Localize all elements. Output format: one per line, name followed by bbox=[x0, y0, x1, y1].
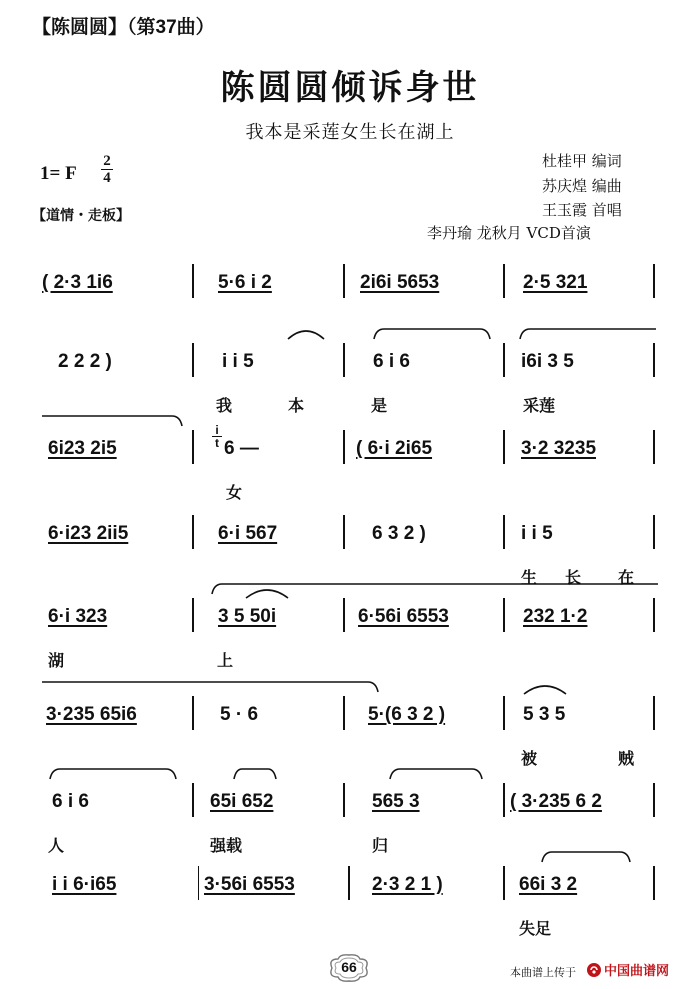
page-number-badge bbox=[326, 953, 372, 983]
footer-upload-text: 本曲谱上传于 bbox=[510, 966, 576, 979]
lyric: 生 bbox=[521, 568, 538, 587]
singer-tag: 【陈圆圆】 bbox=[32, 17, 128, 38]
score-row-3 bbox=[0, 423, 700, 522]
measure-8-1: i i 6·i65 bbox=[52, 874, 117, 895]
measure-6-1: 3·235 65i6 bbox=[46, 704, 137, 725]
measure-7-1: 6 i 6 bbox=[52, 791, 89, 812]
bar-line bbox=[653, 783, 655, 817]
credit-singer: 王玉霞 首唱 bbox=[542, 201, 622, 219]
bar-line bbox=[653, 515, 655, 549]
bar-line bbox=[192, 264, 194, 298]
tie-mark bbox=[210, 582, 660, 596]
bar-line bbox=[653, 598, 655, 632]
bar-line bbox=[348, 866, 350, 900]
lyric: 归 bbox=[372, 836, 389, 855]
measure-3-4: 3·2 3235 bbox=[521, 438, 597, 459]
measure-2-3: 6 i 6 bbox=[373, 351, 410, 372]
bar-line bbox=[343, 598, 345, 632]
grace-note bbox=[212, 424, 222, 449]
measure-5-1: 6·i 323 bbox=[48, 606, 108, 627]
credit-lyrics: 杜桂甲 编词 bbox=[542, 152, 622, 170]
credit-vcd: 李丹瑜 龙秋月 VCD首演 bbox=[427, 224, 591, 242]
bar-line bbox=[503, 598, 505, 632]
bar-line bbox=[653, 866, 655, 900]
lyric: 湖 bbox=[48, 651, 65, 670]
bar-line bbox=[503, 783, 505, 817]
bar-line bbox=[192, 343, 194, 377]
lyric: 失足 bbox=[519, 919, 552, 938]
lyric: 贼 bbox=[618, 749, 635, 768]
measure-2-4: i6i 3 5 bbox=[521, 351, 574, 372]
track-tag: （第37曲） bbox=[127, 17, 215, 38]
slur-mark bbox=[522, 682, 568, 696]
measure-4-3: 6 3 2 ) bbox=[372, 523, 426, 544]
measure-4-1: 6·i23 2ii5 bbox=[48, 523, 129, 544]
bar-line bbox=[343, 515, 345, 549]
lyric: 在 bbox=[618, 568, 635, 587]
bar-line bbox=[192, 515, 194, 549]
tie-mark bbox=[388, 767, 484, 781]
lyric: 是 bbox=[371, 396, 388, 415]
measure-1-3: 2i6i 5653 bbox=[360, 272, 440, 293]
measure-2-1: 2 2 2 ) bbox=[58, 351, 112, 372]
time-signature-top: 2 bbox=[103, 153, 111, 169]
credit-music: 苏庆煌 编曲 bbox=[542, 177, 622, 195]
bar-line bbox=[503, 264, 505, 298]
bar-line bbox=[192, 696, 194, 730]
bar-line bbox=[198, 866, 199, 900]
bar-line bbox=[653, 696, 655, 730]
tempo-marking: 【道情・走板】 bbox=[32, 207, 130, 223]
site-logo-icon bbox=[586, 962, 602, 978]
tie-mark bbox=[232, 767, 278, 781]
page-number: 66 bbox=[341, 959, 357, 975]
song-subtitle: 我本是采莲女生长在湖上 bbox=[245, 122, 455, 143]
lyric: 本 bbox=[288, 396, 305, 415]
lyric: 上 bbox=[217, 651, 234, 670]
tie-mark bbox=[372, 327, 492, 341]
tie-mark bbox=[40, 414, 186, 428]
measure-1-4: 2·5 321 bbox=[523, 272, 588, 293]
measure-5-4: 232 1·2 bbox=[523, 606, 588, 627]
measure-2-2: i i 5 bbox=[222, 351, 254, 372]
measure-3-3: ( 6·i 2i65 bbox=[356, 438, 433, 459]
bar-line bbox=[503, 430, 505, 464]
bar-line bbox=[653, 430, 655, 464]
measure-4-4: i i 5 bbox=[521, 523, 553, 544]
bar-line bbox=[192, 430, 194, 464]
bar-line bbox=[653, 343, 655, 377]
score-row-8 bbox=[0, 866, 700, 958]
lyric: 被 bbox=[521, 749, 538, 768]
slur-mark bbox=[286, 327, 326, 341]
footer-brand-group[interactable] bbox=[586, 960, 669, 979]
tie-mark bbox=[40, 680, 382, 694]
lyric: 采莲 bbox=[523, 396, 556, 415]
bar-line bbox=[503, 343, 505, 377]
measure-4-2: 6·i 567 bbox=[218, 523, 278, 544]
bar-line bbox=[343, 343, 345, 377]
song-title: 陈圆圆倾诉身世 bbox=[220, 68, 480, 108]
bar-line bbox=[343, 783, 345, 817]
tie-mark bbox=[518, 327, 658, 341]
measure-5-3: 6·56i 6553 bbox=[358, 606, 449, 627]
measure-3-2: 6 — bbox=[224, 438, 259, 459]
time-signature-bottom: 4 bbox=[103, 170, 111, 186]
measure-5-2: 3 5 50i bbox=[218, 606, 277, 627]
measure-8-4: 66i 3 2 bbox=[519, 874, 578, 895]
measure-7-2: 65i 652 bbox=[210, 791, 274, 812]
measure-8-3: 2·3 2 1 ) bbox=[372, 874, 443, 895]
measure-3-1: 6i23 2i5 bbox=[48, 438, 117, 459]
lyric: 女 bbox=[226, 483, 243, 502]
bar-line bbox=[503, 866, 505, 900]
grace-note-bottom: t bbox=[215, 436, 219, 450]
tie-mark bbox=[48, 767, 178, 781]
time-signature bbox=[100, 153, 114, 186]
bar-line bbox=[343, 430, 345, 464]
measure-8-2: 3·56i 6553 bbox=[204, 874, 295, 895]
tie-mark bbox=[540, 850, 632, 864]
measure-1-1: ( 2·3 1i6 bbox=[42, 272, 113, 293]
measure-6-2: 5 · 6 bbox=[220, 704, 259, 725]
lyric: 我 bbox=[216, 396, 233, 415]
lyric: 人 bbox=[48, 836, 65, 855]
footer-brand-name: 中国曲谱网 bbox=[604, 964, 670, 979]
bar-line bbox=[503, 696, 505, 730]
bar-line bbox=[343, 696, 345, 730]
bar-line bbox=[192, 598, 194, 632]
score-row-5 bbox=[0, 598, 700, 690]
bar-line bbox=[503, 515, 505, 549]
key-signature: 1= F bbox=[40, 163, 77, 184]
grace-note-top: i bbox=[215, 423, 219, 437]
bar-line bbox=[653, 264, 655, 298]
measure-7-4: ( 3·235 6 2 bbox=[510, 791, 602, 812]
measure-7-3: 565 3 bbox=[372, 791, 420, 812]
lyric: 长 bbox=[565, 568, 582, 587]
measure-6-3: 5·(6 3 2 ) bbox=[368, 704, 446, 725]
bar-line bbox=[343, 264, 345, 298]
bar-line bbox=[192, 783, 194, 817]
lyric: 强载 bbox=[210, 836, 243, 855]
measure-1-2: 5·6 i 2 bbox=[218, 272, 272, 293]
measure-6-4: 5 3 5 bbox=[523, 704, 566, 725]
